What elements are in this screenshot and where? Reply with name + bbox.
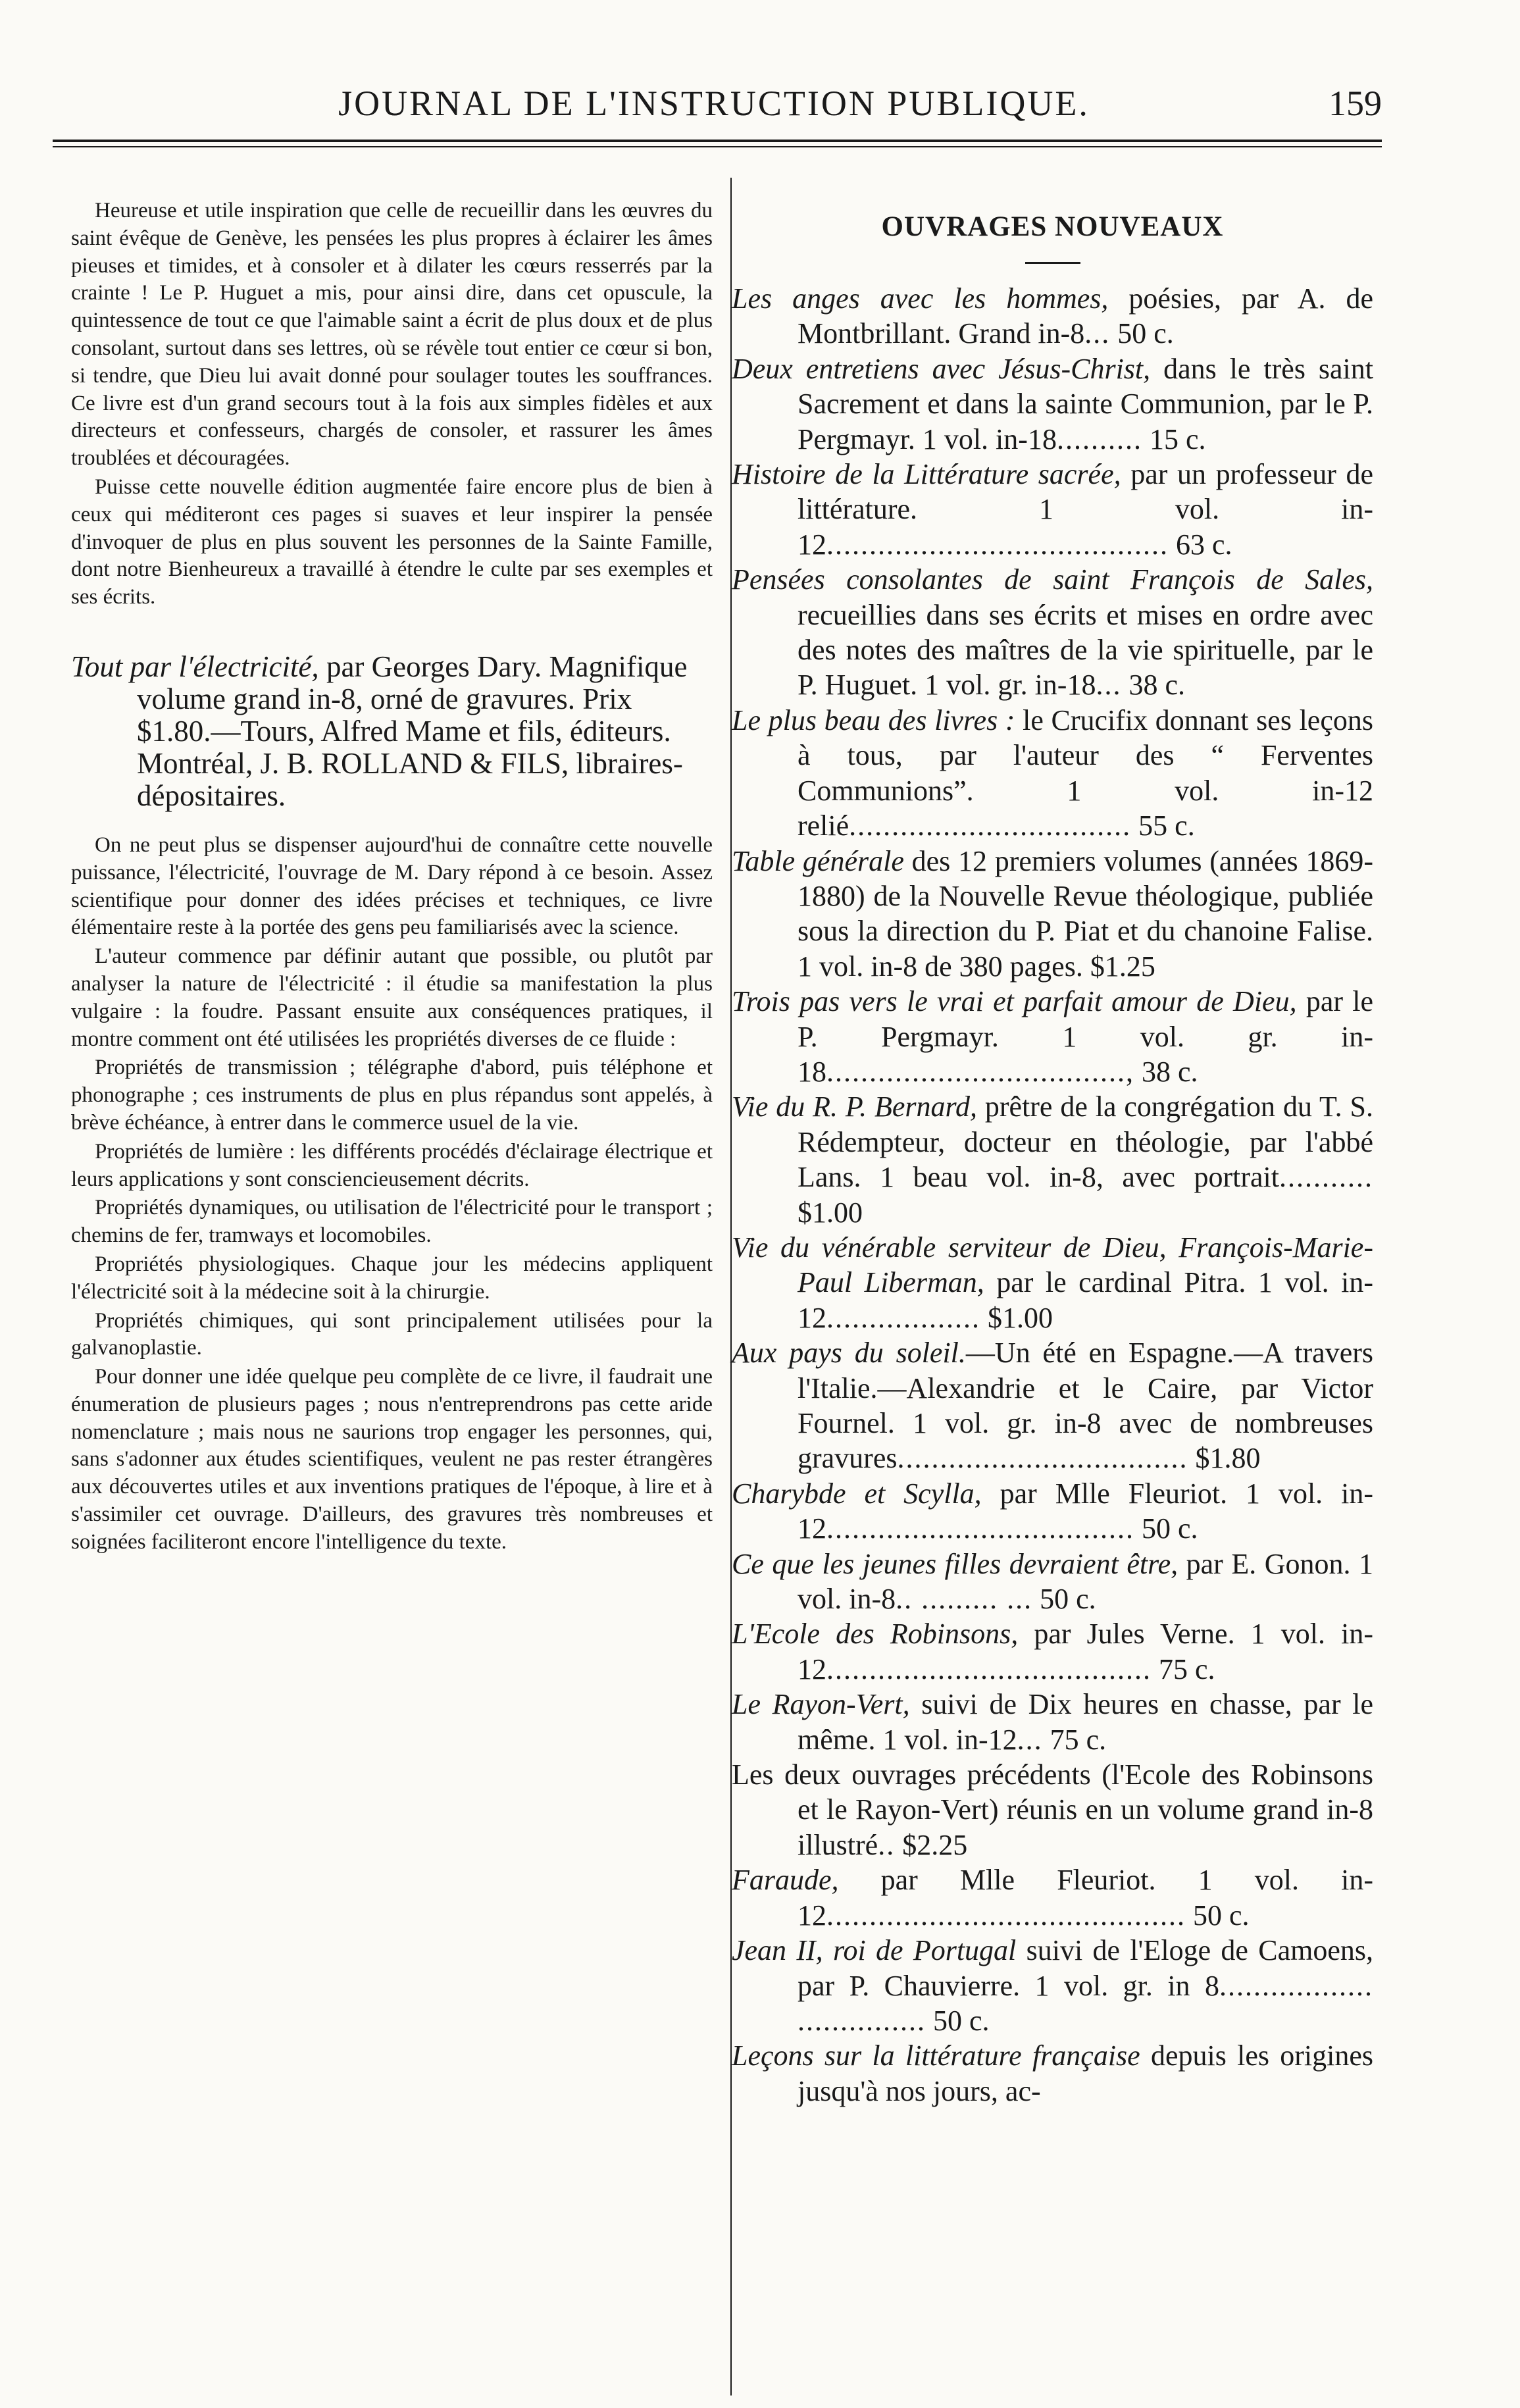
book-list-entry bbox=[732, 1547, 1373, 1617]
entry-details: Les deux ouvrages précédents (l'Ecole des Robinsons et le Rayon-Vert) réunis en un volume grand in-8 illustré bbox=[732, 1758, 1373, 1861]
entry-price: $1.25 bbox=[1082, 950, 1155, 983]
entry-leader: ...................................... bbox=[826, 1652, 1152, 1685]
entry-price: $2.25 bbox=[895, 1828, 968, 1861]
book-list-entry bbox=[732, 2038, 1373, 2109]
entry-price: $1.80 bbox=[1188, 1442, 1261, 1475]
paragraph: Propriétés de transmission ; télégraphe d'abord, puis téléphone et phonographe ; ces instruments de plus en plus répandus sont appelés, à brève échéance, à entrer dans le commerce usuel de la vie. bbox=[71, 1056, 713, 1135]
entry-price: 50 c. bbox=[926, 2004, 990, 2037]
entry-details: des 12 premiers volumes (années 1869-1880) de la Nouvelle Revue théologique, publiée sous la direction du P. Piat et du chanoine Falise. 1 vol. in-8 de 380 pages. bbox=[798, 844, 1373, 983]
entry-price: $1.00 bbox=[980, 1301, 1053, 1334]
entry-title: Ce que les jeunes filles devraient être, bbox=[732, 1547, 1178, 1580]
entry-title: Aux pays du soleil. bbox=[732, 1337, 966, 1370]
book-list-entry bbox=[732, 1862, 1373, 1933]
paragraph: Pour donner une idée quelque peu complète de ce livre, il faudrait une énumeration de plusieurs pages ; nous n'entreprendrons pas cette aride nomenclature ; mais nous ne saurions trop engager les personnes, qui, sans s'adonner aux études scientifiques, veulent ne pas rester étrangères aux découvertes utiles et aux inventions pratiques de l'époque, à lire et à s'assimiler cet ouvrage. D'ailleurs, des gravures très nombreuses et soignées faciliteront encore l'intelligence du texte. bbox=[71, 1365, 713, 1554]
entry-title: Jean II, roi de Portugal bbox=[732, 1934, 1017, 1967]
book-list-entry bbox=[732, 1089, 1373, 1230]
entry-title: L'Ecole des Robinsons, bbox=[732, 1618, 1019, 1651]
entry-price: 75 c. bbox=[1042, 1723, 1107, 1756]
entry-leader: .. ......... ... bbox=[896, 1583, 1033, 1616]
entry-price: 38 c. bbox=[1121, 669, 1185, 702]
book-list-entry bbox=[732, 984, 1373, 1089]
entry-title: Leçons sur la littérature française bbox=[732, 2039, 1140, 2072]
entry-price: 50 c. bbox=[1134, 1512, 1198, 1545]
entry-details: dans le très saint Sacrement et dans la sainte Communion, par le P. Pergmayr. 1 vol. in-18 bbox=[798, 352, 1373, 455]
left-column bbox=[71, 197, 713, 1556]
paragraph: Puisse cette nouvelle édition augmentée faire encore plus de bien à ceux qui méditeront ces pages si suaves et leur inspirer la pensée d'invoquer de plus en plus souvent les personnes de la Sainte Famille, dont notre Bienheureux a travaillé à étendre le culte par ses exemples et ses écrits. bbox=[71, 474, 713, 609]
page-number: 159 bbox=[1329, 84, 1382, 123]
book-list-entry bbox=[732, 703, 1373, 844]
book-list bbox=[732, 281, 1373, 2109]
entry-details: par Mlle Fleuriot. 1 vol. in-12 bbox=[798, 1477, 1373, 1545]
entry-leader: .................. ............... bbox=[798, 1969, 1373, 2037]
paragraph: Propriétés chimiques, qui sont principalement utilisées pour la galvanoplastie. bbox=[71, 1308, 713, 1360]
entry-price: 50 c. bbox=[1110, 317, 1174, 350]
entry-price: 15 c. bbox=[1142, 423, 1206, 455]
entry-leader: .................................. bbox=[897, 1442, 1188, 1475]
book-list-entry bbox=[732, 1616, 1373, 1687]
entry-details: par Jules Verne. 1 vol. in-12 bbox=[798, 1618, 1373, 1685]
entry-details: suivi de l'Eloge de Camoens, par P. Chauvierre. 1 vol. gr. in 8 bbox=[798, 1934, 1374, 2002]
entry-title: Le Rayon-Vert, bbox=[732, 1688, 910, 1721]
page-header bbox=[46, 83, 1382, 136]
book-list-entry bbox=[732, 457, 1373, 562]
entry-price: $1.00 bbox=[798, 1196, 863, 1229]
entry-leader: .................................... bbox=[826, 1512, 1134, 1545]
book-list-entry bbox=[732, 1757, 1373, 1862]
entry-details: le Crucifix donnant ses leçons à tous, par l'auteur des “ Ferventes Communions”. 1 vol. in-12 relié bbox=[798, 704, 1373, 842]
book-announcement bbox=[71, 651, 713, 812]
entry-title: Deux entretiens avec Jésus-Christ, bbox=[732, 352, 1151, 385]
entry-price: 63 c. bbox=[1169, 528, 1232, 561]
header-rule-thick bbox=[53, 140, 1382, 142]
entry-title: Charybde et Scylla, bbox=[732, 1477, 982, 1510]
right-column bbox=[732, 197, 1373, 2109]
book-details: par Georges Dary. Magnifique volume grand in-8, orné de gravures. Prix $1.80.—Tours, Alfred Mame et fils, éditeurs. Montréal, J. B. ROLLAND & FILS, libraires-dépositaires. bbox=[137, 650, 688, 812]
entry-title: Histoire de la Littérature sacrée, bbox=[732, 458, 1121, 491]
entry-title: Vie du R. P. Bernard, bbox=[732, 1090, 977, 1123]
entry-details: par le cardinal Pitra. 1 vol. in-12 bbox=[798, 1266, 1373, 1334]
paragraph: Propriétés physiologiques. Chaque jour les médecins appliquent l'électricité soit à la médecine soit à la chirurgie. bbox=[71, 1252, 713, 1304]
paragraph: On ne peut plus se dispenser aujourd'hui de connaître cette nouvelle puissance, l'électricité, l'ouvrage de M. Dary répond à ce besoin. Assez scientifique pour donner des idées précises et techniques, ce livre élémentaire reste à la portée des gens peu familiarisés avec la science. bbox=[71, 833, 713, 940]
entry-details: par Mlle Fleuriot. 1 vol. in-12 bbox=[798, 1864, 1373, 1932]
paragraph: L'auteur commence par définir autant que possible, ou plutôt par analyser la nature de l'électricité : il étudie sa manifestation la plus vulgaire : la foudre. Passant ensuite aux conséquences pratiques, il montre comment ont été utilisées les propriétés diverses de ce fluide : bbox=[71, 944, 713, 1051]
entry-price: 50 c. bbox=[1186, 1899, 1250, 1932]
entry-title: Trois pas vers le vrai et parfait amour de Dieu, bbox=[732, 985, 1297, 1018]
entry-price: 50 c. bbox=[1032, 1583, 1096, 1616]
book-list-entry bbox=[732, 1476, 1373, 1547]
entry-leader: .. bbox=[878, 1828, 896, 1861]
entry-title: Faraude, bbox=[732, 1864, 839, 1897]
book-list-entry bbox=[732, 1687, 1373, 1757]
book-list-entry bbox=[732, 844, 1373, 985]
book-list-entry bbox=[732, 562, 1373, 703]
entry-title: Pensées consolantes de saint François de Sales, bbox=[732, 563, 1373, 596]
entry-leader: ........................................ bbox=[826, 528, 1169, 561]
entry-details: recueillies dans ses écrits et mises en ordre avec des notes des maîtres de la vie spirituelle, par le P. Huguet. 1 vol. gr. in-18 bbox=[798, 598, 1373, 702]
header-rule-thin bbox=[53, 146, 1382, 147]
entry-leader: .......................................... bbox=[826, 1899, 1186, 1932]
entry-details: poésies, par A. de Montbrillant. Grand in-8 bbox=[798, 282, 1373, 350]
entry-leader: ................................. bbox=[849, 809, 1132, 842]
entry-details: par un professeur de littérature. 1 vol. in-12 bbox=[798, 458, 1373, 561]
book-list-entry bbox=[732, 351, 1373, 457]
section-title-rule bbox=[1025, 262, 1080, 264]
entry-details: suivi de Dix heures en chasse, par le même. 1 vol. in-12 bbox=[798, 1688, 1374, 1756]
entry-title: Vie du vénérable serviteur de Dieu, François-Marie-Paul Liberman, bbox=[732, 1231, 1373, 1299]
entry-leader: ........... bbox=[1279, 1161, 1373, 1194]
entry-details: —Un été en Espagne.—A travers l'Italie.—Alexandrie et le Caire, par Victor Fournel. 1 vol. gr. in-8 avec de nombreuses gravures bbox=[798, 1337, 1373, 1475]
book-list-entry bbox=[732, 281, 1373, 351]
paragraph: Propriétés de lumière : les différents procédés d'éclairage électrique et leurs applications y sont consciencieusement décrits. bbox=[71, 1139, 713, 1191]
entry-leader: ... bbox=[1084, 317, 1111, 350]
entry-title: Les anges avec les hommes, bbox=[732, 282, 1109, 315]
book-list-entry bbox=[732, 1230, 1373, 1335]
book-title: Tout par l'électricité, bbox=[71, 650, 319, 683]
entry-leader: ... bbox=[1096, 669, 1122, 702]
paragraph: Heureuse et utile inspiration que celle de recueillir dans les œuvres du saint évêque de Genève, les pensées les plus propres à éclairer les âmes pieuses et timides, et à consoler et à dilater les cœurs resserrés par la crainte ! Le P. Huguet a mis, pour ainsi dire, dans cet opuscule, la quintessence de tout ce que l'aimable saint a écrit de plus doux et de plus consolant, surtout dans ses lettres, où se révèle tout entier ce cœur si bon, si tendre, que Dieu lui avait donné pour soulager toutes les souffrances. Ce livre est d'un grand secours tout à la fois aux simples fidèles et aux directeurs et confesseurs, chargés de consoler, et rassurer les âmes troublées et découragées. bbox=[71, 199, 713, 471]
entry-price: 75 c. bbox=[1152, 1652, 1215, 1685]
entry-leader: ... bbox=[1017, 1723, 1043, 1756]
entry-details: par E. Gonon. 1 vol. in-8 bbox=[798, 1547, 1373, 1616]
running-title: JOURNAL DE L'INSTRUCTION PUBLIQUE. bbox=[338, 84, 1090, 123]
entry-title: Le plus beau des livres : bbox=[732, 704, 1015, 736]
entry-price: 55 c. bbox=[1131, 809, 1195, 842]
book-list-entry bbox=[732, 1933, 1373, 2038]
entry-price: 38 c. bbox=[1134, 1055, 1198, 1088]
entry-leader: ..................................., bbox=[826, 1055, 1134, 1088]
book-list-entry bbox=[732, 1335, 1373, 1476]
entry-title: Table générale bbox=[732, 844, 904, 877]
entry-leader: .................. bbox=[826, 1301, 980, 1334]
section-title: OUVRAGES NOUVEAUX bbox=[881, 211, 1224, 242]
paragraph: Propriétés dynamiques, ou utilisation de l'électricité pour le transport ; chemins de fer, tramways et locomobiles. bbox=[71, 1196, 713, 1248]
entry-details: par le P. Pergmayr. 1 vol. gr. in-18 bbox=[798, 985, 1374, 1088]
entry-details: depuis les origines jusqu'à nos jours, ac- bbox=[798, 2039, 1374, 2107]
entry-leader: .......... bbox=[1056, 423, 1142, 455]
entry-details: prêtre de la congrégation du T. S. Rédempteur, docteur en théologie, par l'abbé Lans. 1 beau vol. in-8, avec portrait bbox=[798, 1090, 1373, 1194]
